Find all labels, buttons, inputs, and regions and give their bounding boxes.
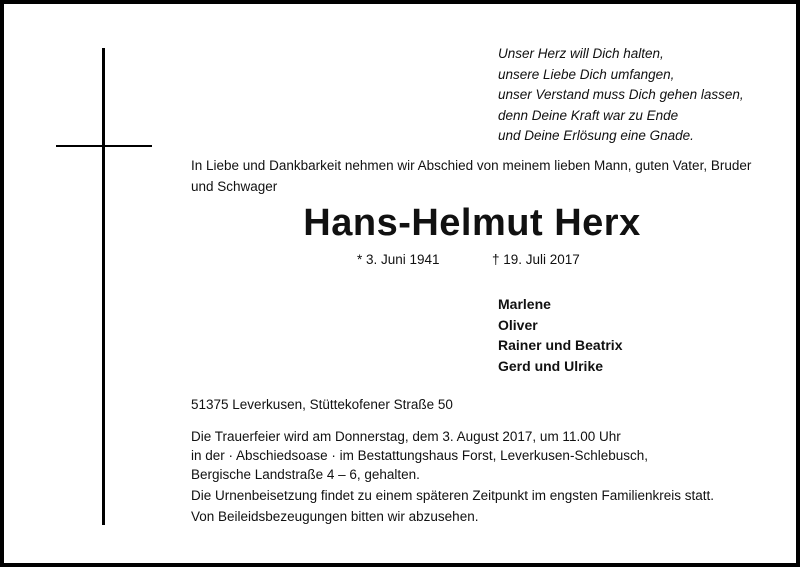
family-member: Marlene [498, 296, 551, 312]
ceremony-line: in der · Abschiedsoase · im Bestattungshaus Forst, Leverkusen-Schlebusch, [191, 448, 648, 463]
death-date: † 19. Juli 2017 [492, 252, 580, 267]
ceremony-info [191, 427, 714, 526]
address: 51375 Leverkusen, Stüttekofener Straße 50 [191, 397, 453, 412]
intro-text: In Liebe und Dankbarkeit nehmen wir Abschied von meinem lieben Mann, guten Vater, Bruder und Schwager [191, 158, 752, 194]
family-member: Gerd und Ulrike [498, 357, 604, 374]
family-member: Rainer und Beatrix [498, 337, 623, 353]
poem-line: denn Deine Kraft war zu Ende [498, 107, 679, 123]
ceremony-line: Von Beileidsbezeugungen bitten wir abzusehen. [191, 509, 479, 524]
poem-line: unser Verstand muss Dich gehen lassen, [498, 87, 744, 102]
family-list [498, 294, 622, 376]
ceremony-line: Bergische Landstraße 4 – 6, gehalten. [191, 467, 420, 482]
poem-line: und Deine Erlösung eine Gnade. [498, 128, 694, 143]
family-member: Oliver [498, 316, 538, 333]
cross-vertical-bar [102, 48, 105, 525]
poem [498, 44, 744, 147]
poem-line: unsere Liebe Dich umfangen, [498, 66, 675, 82]
birth-date: * 3. Juni 1941 [357, 252, 440, 267]
poem-line: Unser Herz will Dich halten, [498, 46, 664, 61]
deceased-name: Hans-Helmut Herx [303, 202, 641, 244]
cross-horizontal-bar [56, 145, 152, 147]
ceremony-line: Die Trauerfeier wird am Donnerstag, dem 3. August 2017, um 11.00 Uhr [191, 429, 621, 444]
ceremony-line: Die Urnenbeisetzung findet zu einem späteren Zeitpunkt im engsten Familienkreis statt. [191, 488, 715, 503]
